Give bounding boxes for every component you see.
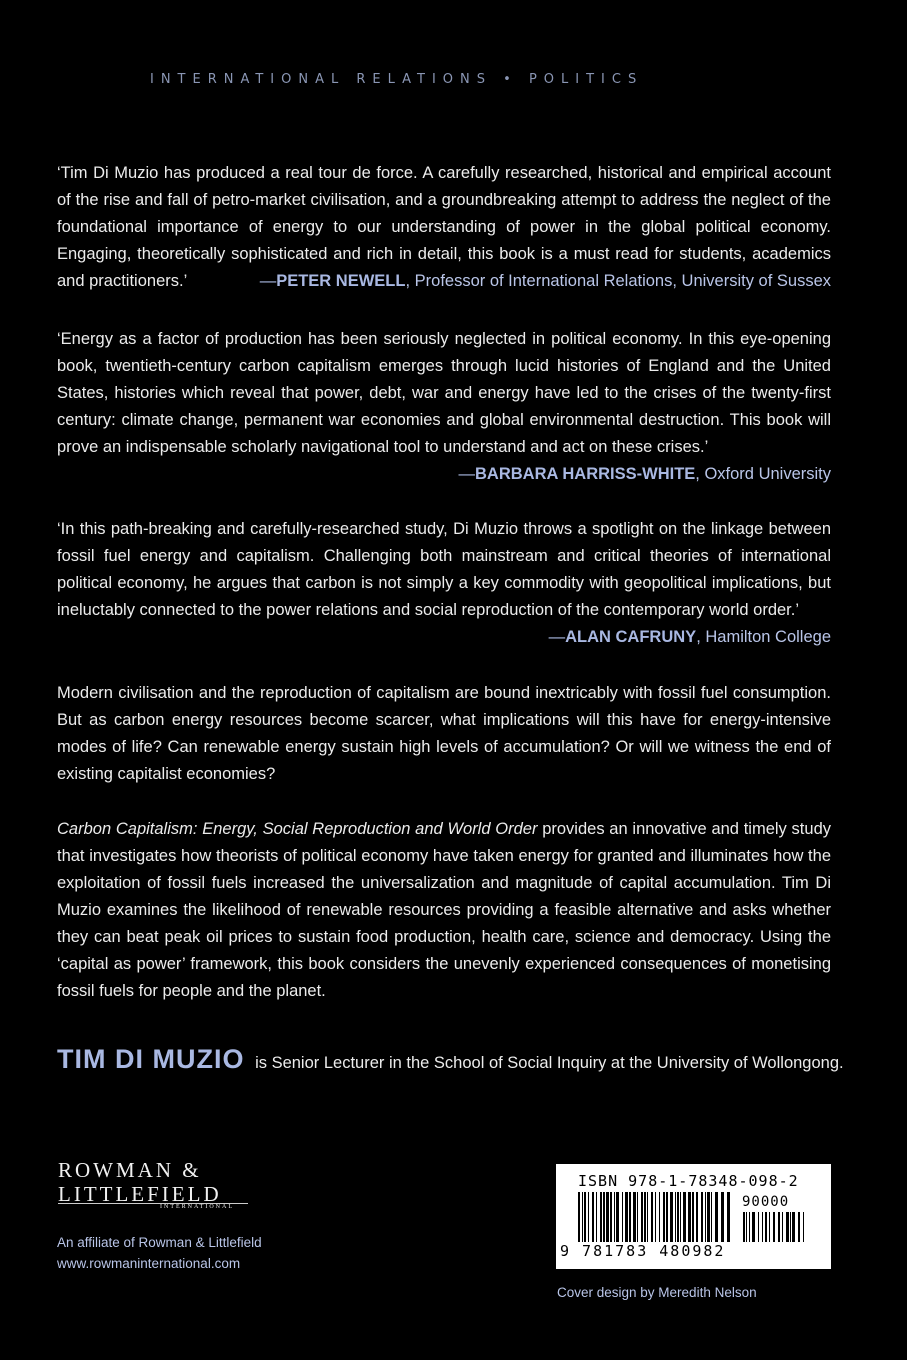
blurb-attribution: —PETER NEWELL, Professor of International Relations, University of Sussex — [259, 272, 831, 290]
blurb-text: ‘Energy as a factor of production has been seriously neglected in political economy. In this eye-opening book, twentieth-century carbon capitalism emerges through lucid histories of England and the United States, histories which reveal that power, debt, war and energy have led to the crises of the twenty-first century: climate change, permanent war economies and global environmental destruction. This book will prove an indispensable scholarly navigational tool to understand and act on these crises.’ — [57, 330, 831, 456]
author-bio-text: is Senior Lecturer in the School of Social Inquiry at the University of Wollongong. — [255, 1054, 844, 1072]
description-p2 — [57, 816, 831, 1005]
series-label: INTERNATIONAL RELATIONS • POLITICS — [150, 72, 644, 87]
publisher-affiliate-text: An affiliate of Rowman & Littlefield — [57, 1235, 262, 1250]
barcode-addon: 90000 — [742, 1194, 790, 1210]
barcode-digits: 9 781783 480982 — [560, 1242, 726, 1260]
blurb-3 — [57, 516, 831, 651]
publisher-logo-line3: INTERNATIONAL — [58, 1203, 248, 1210]
blurb-author-name: ALAN CAFRUNY — [565, 628, 697, 646]
book-title: Carbon Capitalism: Energy, Social Reproduction and World Order — [57, 820, 538, 838]
cover-credit: Cover design by Meredith Nelson — [557, 1285, 757, 1300]
publisher-logo-line2: LITTLEFIELD — [58, 1182, 222, 1206]
blurb-author-affiliation: , Professor of International Relations, University of Sussex — [405, 272, 831, 290]
publisher-logo-line1: ROWMAN & — [58, 1158, 202, 1182]
publisher-affiliation — [57, 1232, 262, 1274]
publisher-logo — [58, 1158, 248, 1210]
author-name: TIM DI MUZIO — [57, 1044, 245, 1074]
blurb-2 — [57, 326, 831, 488]
blurb-author-name: PETER NEWELL — [276, 272, 406, 290]
description-p1: Modern civilisation and the reproduction of capitalism are bound inextricably with fossil fuel consumption. But as carbon energy resources become scarcer, what implications will this have for energy-intensive modes of life? Can renewable energy sustain high levels of accumulation? Or will we witness the end of existing capitalist economies? — [57, 684, 831, 783]
barcode-bars — [578, 1192, 828, 1244]
blurb-1 — [57, 160, 831, 295]
author-bio — [57, 1044, 844, 1075]
blurb-author-affiliation: , Hamilton College — [696, 628, 831, 646]
blurb-text: ‘Tim Di Muzio has produced a real tour de force. A carefully researched, historical and empirical account of the rise and fall of petro-market civilisation, and a groundbreaking attempt to address the neglect of the foundational importance of energy to our understanding of power in the global political economy. Engaging, theoretically sophisticated and rich in detail, this book is a must read for students, academics and practitioners.’ — [57, 164, 831, 290]
publisher-url: www.rowmaninternational.com — [57, 1256, 241, 1271]
blurb-author-affiliation: , Oxford University — [695, 465, 831, 483]
blurb-author-name: BARBARA HARRISS-WHITE — [475, 465, 696, 483]
blurb-attribution: —BARBARA HARRISS-WHITE, Oxford University — [458, 465, 831, 483]
blurb-text: ‘In this path-breaking and carefully-researched study, Di Muzio throws a spotlight on the linkage between fossil fuel energy and capitalism. Challenging both mainstream and critical theories of international political economy, he argues that carbon is not simply a key commodity with geopolitical implications, but ineluctably connected to the power relations and social reproduction of the contemporary world order.’ — [57, 520, 831, 619]
isbn-text: ISBN 978-1-78348-098-2 — [578, 1172, 799, 1190]
barcode — [556, 1164, 831, 1269]
blurb-attribution: —ALAN CAFRUNY, Hamilton College — [548, 628, 831, 646]
description-text: provides an innovative and timely study that investigates how theorists of political economy have taken energy for granted and illuminates how the exploitation of fossil fuels increased the universalization and magnitude of capital accumulation. Tim Di Muzio examines the likelihood of renewable resources providing a feasible alternative and asks whether they can beat peak oil prices to sustain food production, health care, science and democracy. Using the ‘capital as power’ framework, this book considers the unevenly experienced consequences of monetising fossil fuels for people and the planet. — [57, 820, 831, 1000]
